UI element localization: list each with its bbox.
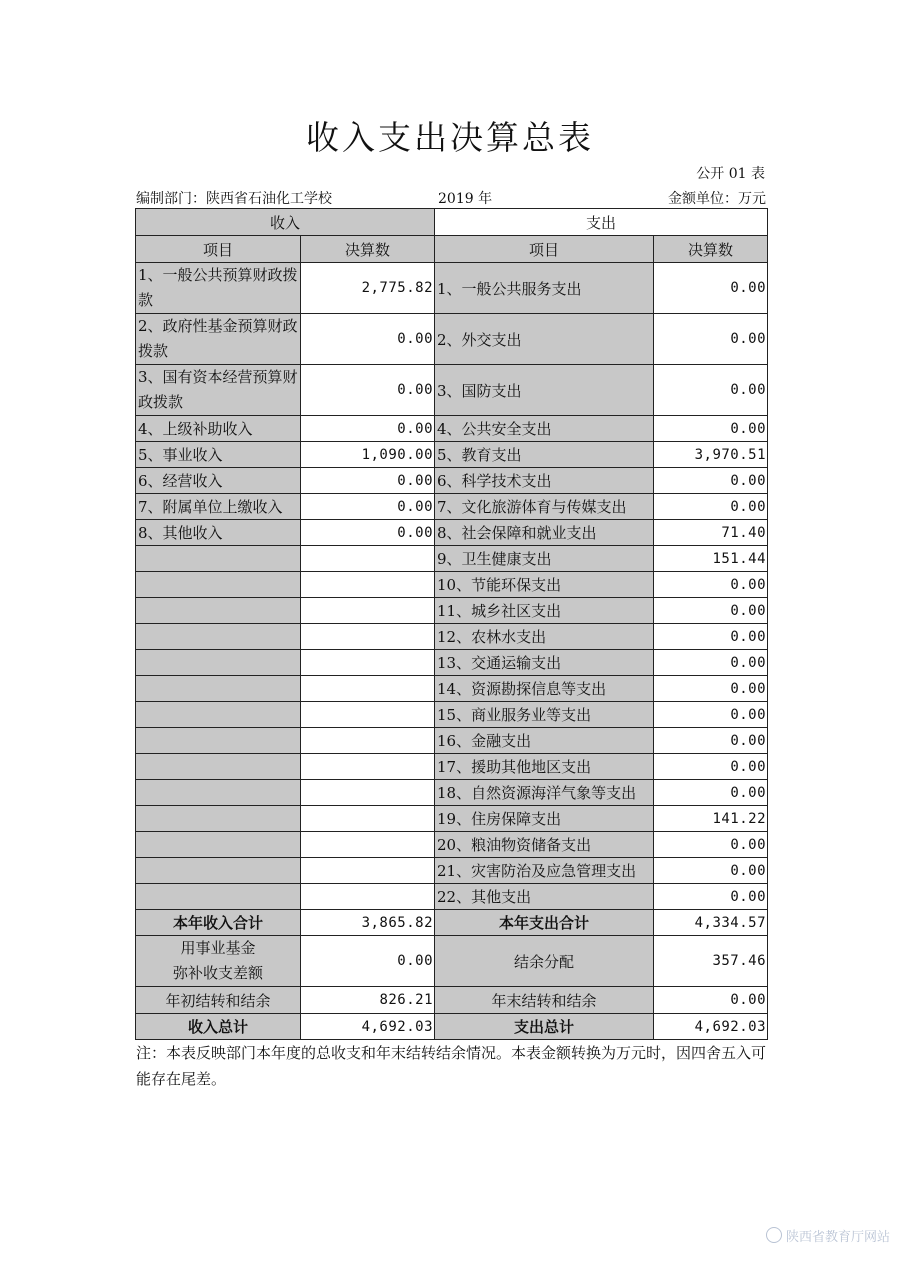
income-item-cell	[136, 884, 301, 910]
expense-amount-cell: 0.00	[654, 468, 768, 494]
carry-end-label: 年末结转和结余	[435, 987, 654, 1014]
carry-begin-label: 年初结转和结余	[136, 987, 301, 1014]
income-amount-cell: 0.00	[301, 468, 435, 494]
table-row	[136, 263, 768, 314]
income-item-cell	[136, 728, 301, 754]
expense-amount-cell: 0.00	[654, 365, 768, 416]
expense-total-value: 4,692.03	[654, 1014, 768, 1040]
expense-amount-cell: 0.00	[654, 598, 768, 624]
expense-item-cell: 10、节能环保支出	[435, 572, 654, 598]
fund-value: 0.00	[301, 936, 435, 987]
expense-amount-cell: 71.40	[654, 520, 768, 546]
income-item-cell	[136, 754, 301, 780]
expense-item-cell: 9、卫生健康支出	[435, 546, 654, 572]
expense-item-cell: 5、教育支出	[435, 442, 654, 468]
expense-amount-cell: 151.44	[654, 546, 768, 572]
expense-amount-cell: 3,970.51	[654, 442, 768, 468]
table-row	[136, 494, 768, 520]
column-header-row	[136, 236, 768, 263]
carry-row	[136, 987, 768, 1014]
report-title: 收入支出决算总表	[306, 118, 594, 157]
table-row	[136, 832, 768, 858]
income-year-total-label: 本年收入合计	[136, 910, 301, 936]
expense-item-cell: 17、援助其他地区支出	[435, 754, 654, 780]
expense-amount-cell: 0.00	[654, 832, 768, 858]
year-total-row	[136, 910, 768, 936]
expense-item-cell: 21、灾害防治及应急管理支出	[435, 858, 654, 884]
expense-item-cell: 20、粮油物资储备支出	[435, 832, 654, 858]
income-year-total-value: 3,865.82	[301, 910, 435, 936]
expense-amount-cell: 0.00	[654, 884, 768, 910]
income-item-cell: 6、经营收入	[136, 468, 301, 494]
income-item-cell	[136, 858, 301, 884]
income-amount-cell	[301, 806, 435, 832]
income-item-header: 项目	[136, 236, 301, 263]
expense-amount-cell: 141.22	[654, 806, 768, 832]
footnote: 注：本表反映部门本年度的总收支和年末结转结余情况。本表金额转换为万元时，因四舍五入可能存在尾差。	[136, 1044, 767, 1088]
expense-amount-cell: 0.00	[654, 624, 768, 650]
table-row	[136, 365, 768, 416]
income-item-cell	[136, 780, 301, 806]
surplus-value: 357.46	[654, 936, 768, 987]
expense-item-cell: 1、一般公共服务支出	[435, 263, 654, 314]
income-item-cell: 2、政府性基金预算财政拨款	[136, 314, 301, 365]
expense-amount-cell: 0.00	[654, 494, 768, 520]
income-item-cell	[136, 650, 301, 676]
table-row	[136, 806, 768, 832]
unit-label: 金额单位：万元	[668, 191, 766, 207]
carry-end-value: 0.00	[654, 987, 768, 1014]
table-row	[136, 520, 768, 546]
income-amount-cell: 1,090.00	[301, 442, 435, 468]
expense-item-cell: 19、住房保障支出	[435, 806, 654, 832]
income-amount-cell: 0.00	[301, 314, 435, 365]
site-watermark	[766, 1226, 890, 1245]
table-row	[136, 572, 768, 598]
income-amount-cell: 0.00	[301, 416, 435, 442]
income-item-cell	[136, 702, 301, 728]
expense-amount-cell: 0.00	[654, 650, 768, 676]
expense-amount-cell: 0.00	[654, 416, 768, 442]
income-expense-table	[135, 208, 768, 1040]
expense-item-cell: 7、文化旅游体育与传媒支出	[435, 494, 654, 520]
watermark-text: 陕西省教育厅网站	[785, 1230, 890, 1245]
watermark-logo-icon	[766, 1227, 782, 1243]
income-amount-cell	[301, 858, 435, 884]
expense-amount-cell: 0.00	[654, 780, 768, 806]
table-row	[136, 442, 768, 468]
income-item-cell: 4、上级补助收入	[136, 416, 301, 442]
expense-item-cell: 12、农林水支出	[435, 624, 654, 650]
income-amount-cell	[301, 780, 435, 806]
expense-amount-cell: 0.00	[654, 728, 768, 754]
fund-label	[136, 936, 301, 987]
expense-item-cell: 11、城乡社区支出	[435, 598, 654, 624]
income-item-cell	[136, 676, 301, 702]
income-item-cell: 8、其他收入	[136, 520, 301, 546]
income-amount-cell	[301, 598, 435, 624]
form-code: 公开 01 表	[696, 166, 765, 182]
report-meta	[136, 188, 766, 208]
expense-amount-cell: 0.00	[654, 263, 768, 314]
income-amount-cell	[301, 702, 435, 728]
income-item-cell	[136, 624, 301, 650]
expense-item-cell: 8、社会保障和就业支出	[435, 520, 654, 546]
table-row	[136, 416, 768, 442]
income-item-cell: 3、国有资本经营预算财政拨款	[136, 365, 301, 416]
expense-item-cell: 22、其他支出	[435, 884, 654, 910]
department-label: 编制部门：陕西省石油化工学校	[136, 191, 332, 207]
income-amount-cell	[301, 624, 435, 650]
expense-amount-cell: 0.00	[654, 754, 768, 780]
income-total-label: 收入总计	[136, 1014, 301, 1040]
expense-item-header: 项目	[435, 236, 654, 263]
expense-item-cell: 3、国防支出	[435, 365, 654, 416]
table-row	[136, 780, 768, 806]
table-row	[136, 624, 768, 650]
fund-label-line2: 弥补收支差额	[172, 964, 263, 982]
income-amount-cell	[301, 650, 435, 676]
expense-amount-cell: 0.00	[654, 858, 768, 884]
table-row	[136, 754, 768, 780]
income-item-cell: 1、一般公共预算财政拨款	[136, 263, 301, 314]
grand-total-row	[136, 1014, 768, 1040]
expense-year-total-label: 本年支出合计	[435, 910, 654, 936]
expense-item-cell: 6、科学技术支出	[435, 468, 654, 494]
expense-amount-header: 决算数	[654, 236, 768, 263]
table-row	[136, 858, 768, 884]
expense-amount-cell: 0.00	[654, 314, 768, 365]
income-item-cell	[136, 806, 301, 832]
income-amount-cell	[301, 728, 435, 754]
table-row	[136, 702, 768, 728]
expense-item-cell: 4、公共安全支出	[435, 416, 654, 442]
income-item-cell: 5、事业收入	[136, 442, 301, 468]
income-total-value: 4,692.03	[301, 1014, 435, 1040]
income-item-cell	[136, 572, 301, 598]
income-amount-cell: 0.00	[301, 494, 435, 520]
expense-amount-cell: 0.00	[654, 702, 768, 728]
income-item-cell	[136, 832, 301, 858]
expense-item-cell: 14、资源勘探信息等支出	[435, 676, 654, 702]
expense-item-cell: 16、金融支出	[435, 728, 654, 754]
expense-item-cell: 2、外交支出	[435, 314, 654, 365]
table-row	[136, 314, 768, 365]
expense-amount-cell: 0.00	[654, 572, 768, 598]
expense-total-label: 支出总计	[435, 1014, 654, 1040]
carry-begin-value: 826.21	[301, 987, 435, 1014]
year-label: 2019 年	[438, 191, 493, 207]
table-row	[136, 650, 768, 676]
income-amount-cell	[301, 676, 435, 702]
income-amount-cell: 0.00	[301, 520, 435, 546]
table-row	[136, 468, 768, 494]
expense-item-cell: 18、自然资源海洋气象等支出	[435, 780, 654, 806]
income-amount-cell	[301, 832, 435, 858]
surplus-label: 结余分配	[435, 936, 654, 987]
table-row	[136, 728, 768, 754]
table-row	[136, 598, 768, 624]
expense-section-header: 支出	[435, 209, 768, 236]
income-item-cell	[136, 546, 301, 572]
income-amount-cell	[301, 754, 435, 780]
table-row	[136, 676, 768, 702]
expense-item-cell: 13、交通运输支出	[435, 650, 654, 676]
section-header-row	[136, 209, 768, 236]
table-row	[136, 884, 768, 910]
income-amount-cell: 2,775.82	[301, 263, 435, 314]
income-amount-cell: 0.00	[301, 365, 435, 416]
income-amount-cell	[301, 572, 435, 598]
income-amount-cell	[301, 884, 435, 910]
table-row	[136, 546, 768, 572]
expense-amount-cell: 0.00	[654, 676, 768, 702]
fund-label-line1: 用事业基金	[180, 939, 256, 957]
income-amount-cell	[301, 546, 435, 572]
income-item-cell: 7、附属单位上缴收入	[136, 494, 301, 520]
fund-row	[136, 936, 768, 987]
income-item-cell	[136, 598, 301, 624]
income-section-header: 收入	[136, 209, 435, 236]
expense-item-cell: 15、商业服务业等支出	[435, 702, 654, 728]
income-amount-header: 决算数	[301, 236, 435, 263]
expense-year-total-value: 4,334.57	[654, 910, 768, 936]
